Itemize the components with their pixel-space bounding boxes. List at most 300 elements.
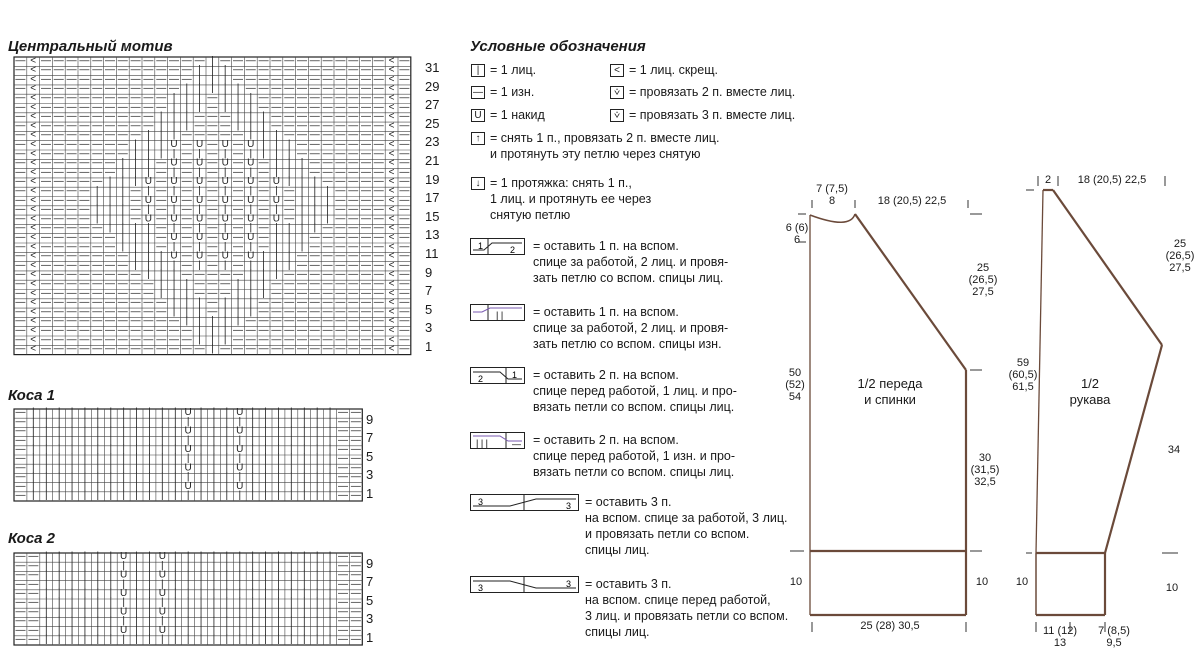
stitch-cell: — <box>66 259 77 271</box>
stitch-cell: | <box>290 634 293 645</box>
stitch-cell: — <box>156 64 167 76</box>
stitch-cell: | <box>225 480 229 492</box>
stitch-cell: — <box>258 157 269 169</box>
stitch-cell: — <box>105 306 115 318</box>
stitch-cell: — <box>15 569 26 581</box>
stitch-cell: — <box>348 306 359 318</box>
stitch-cell: — <box>284 55 295 67</box>
stitch-cell: | <box>198 101 201 113</box>
stitch-cell: | <box>223 325 227 336</box>
stitch-cell: — <box>15 269 26 281</box>
stitch-cell: — <box>15 166 26 178</box>
stitch-cell: | <box>199 434 203 446</box>
stitch-cell: — <box>373 250 384 262</box>
stitch-cell: | <box>44 490 48 501</box>
stitch-cell: — <box>233 269 243 281</box>
stitch-cell: | <box>275 129 278 141</box>
stitch-cell: | <box>122 453 125 465</box>
stitch-cell: — <box>41 287 51 299</box>
stitch-cell: — <box>79 139 90 150</box>
stitch-cell: < <box>388 325 395 336</box>
stitch-cell: — <box>399 325 410 336</box>
stitch-cell: — <box>322 306 333 318</box>
skp-symbol: ↓ <box>471 177 485 190</box>
stitch-cell: | <box>109 569 113 581</box>
stitch-cell: | <box>172 166 176 178</box>
stitch-cell: — <box>361 278 371 290</box>
stitch-cell: — <box>143 64 154 76</box>
stitch-cell: | <box>212 490 216 501</box>
stitch-cell: — <box>181 325 192 336</box>
stitch-cell: | <box>225 624 229 636</box>
stitch-cell: | <box>300 194 304 206</box>
stitch-cell: — <box>309 241 320 253</box>
stitch-cell: | <box>251 471 254 483</box>
stitch-cell: | <box>315 462 319 474</box>
stitch-cell: | <box>147 232 150 243</box>
stitch-cell: — <box>399 306 410 318</box>
stitch-cell: — <box>15 83 26 95</box>
stitch-cell: | <box>57 480 61 492</box>
stitch-cell: — <box>207 194 218 206</box>
stitch-cell: | <box>212 480 216 492</box>
stitch-cell: — <box>322 92 333 104</box>
stitch-cell: — <box>284 185 295 197</box>
stitch-cell: < <box>30 232 37 243</box>
purl-symbol: — <box>473 87 483 98</box>
stitch-cell: — <box>66 64 77 76</box>
stitch-cell: — <box>271 120 282 132</box>
stitch-cell: — <box>350 453 361 465</box>
stitch-cell: | <box>238 416 242 428</box>
stitch-cell: — <box>245 55 256 67</box>
stitch-cell: — <box>130 343 141 355</box>
stitch-cell: — <box>28 578 39 590</box>
stitch-cell: | <box>57 444 61 455</box>
stitch-cell: | <box>57 569 61 581</box>
stitch-cell: | <box>223 306 227 318</box>
stitch-cell: | <box>262 129 265 141</box>
stitch-cell: — <box>181 185 192 197</box>
legend-cable6: = оставить 3 п. на вспом. спице перед работой, 3 лиц. и провязать петли со вспом. спицы лиц. <box>585 577 789 639</box>
stitch-cell: | <box>109 624 113 636</box>
stitch-cell: — <box>297 250 307 262</box>
stitch-cell: | <box>211 315 214 327</box>
stitch-cell: — <box>207 250 218 262</box>
stitch-cell: < <box>388 306 395 318</box>
stitch-cell: | <box>287 250 291 262</box>
stitch-cell: | <box>251 407 254 419</box>
stitch-cell: | <box>96 462 100 474</box>
stitch-cell: | <box>302 416 306 428</box>
stitch-cell: — <box>53 194 64 206</box>
stitch-cell: | <box>236 297 240 309</box>
stitch-cell: | <box>159 287 163 299</box>
stitch-cell: — <box>181 334 192 346</box>
stitch-cell: | <box>148 434 151 446</box>
stitch-cell: | <box>109 615 113 627</box>
stitch-cell: | <box>159 250 163 262</box>
stitch-cell: — <box>66 129 77 141</box>
stitch-cell: | <box>83 434 87 446</box>
stitch-cell: | <box>161 634 164 645</box>
stitch-cell: — <box>258 101 269 113</box>
stitch-cell: | <box>185 111 189 123</box>
stitch-cell: < <box>30 315 37 327</box>
stitch-cell: | <box>121 166 125 178</box>
stitch-cell: | <box>328 634 332 645</box>
stitch-cell: | <box>135 490 138 501</box>
stitch-cell: — <box>297 148 307 160</box>
stitch-cell: | <box>134 250 137 262</box>
stitch-cell: — <box>361 287 371 299</box>
stitch-cell: | <box>287 222 291 234</box>
stitch-cell: | <box>96 471 100 483</box>
stitch-cell: | <box>199 453 203 465</box>
stitch-cell: | <box>290 597 293 609</box>
stitch-cell: | <box>290 444 293 455</box>
stitch-cell: — <box>220 55 231 67</box>
stitch-cell: — <box>361 148 371 160</box>
stitch-cell: — <box>105 232 115 243</box>
stitch-cell: | <box>302 634 306 645</box>
stitch-cell: | <box>172 204 176 216</box>
stitch-cell: | <box>238 597 242 609</box>
stitch-cell: | <box>173 416 177 428</box>
stitch-cell: — <box>271 64 282 76</box>
stitch-cell: — <box>271 343 282 355</box>
stitch-cell: | <box>212 578 216 590</box>
stitch-cell: U <box>247 176 255 188</box>
stitch-cell: | <box>277 416 280 428</box>
stitch-cell: | <box>315 588 319 599</box>
stitch-cell: — <box>373 166 384 178</box>
stitch-cell: | <box>57 416 61 428</box>
stitch-cell: — <box>348 101 359 113</box>
stitch-cell: | <box>315 606 319 618</box>
kosa1-row-number: 5 <box>366 448 374 464</box>
stitch-cell: — <box>361 111 371 123</box>
stitch-cell: — <box>117 64 128 76</box>
stitch-cell: — <box>335 222 346 234</box>
stitch-cell: — <box>284 325 295 336</box>
kosa2-row-number: 1 <box>366 629 374 645</box>
stitch-cell: — <box>297 306 307 318</box>
stitch-cell: | <box>44 551 48 563</box>
stitch-cell: | <box>147 250 150 262</box>
stitch-cell: — <box>335 306 346 318</box>
stitch-cell: — <box>335 250 346 262</box>
stitch-cell: | <box>148 578 151 590</box>
stitch-cell: | <box>264 425 267 437</box>
stitch-cell: — <box>297 259 307 271</box>
stitch-cell: | <box>159 111 163 123</box>
stitch-cell: | <box>211 83 214 95</box>
stitch-cell: | <box>96 597 100 609</box>
stitch-cell: U <box>247 157 255 169</box>
stitch-cell: | <box>173 462 177 474</box>
stitch-cell: — <box>79 120 90 132</box>
stitch-cell: — <box>348 222 359 234</box>
stitch-cell: — <box>130 278 141 290</box>
stitch-cell: — <box>66 297 77 309</box>
stitch-cell: | <box>96 551 100 563</box>
stitch-cell: | <box>251 569 254 581</box>
stitch-cell: | <box>161 462 164 474</box>
stitch-cell: | <box>315 416 319 428</box>
stitch-cell: | <box>264 569 267 581</box>
stitch-cell: | <box>212 434 216 446</box>
stitch-cell: | <box>249 287 253 299</box>
stitch-cell: — <box>373 139 384 150</box>
stitch-cell: | <box>199 588 203 599</box>
body-shoulder-width: 18 (20,5) 22,5 <box>877 195 947 207</box>
stitch-cell: | <box>199 560 203 572</box>
stitch-cell: — <box>92 139 103 150</box>
stitch-cell: U <box>158 624 166 636</box>
stitch-cell: | <box>147 259 150 271</box>
stitch-cell: < <box>30 73 37 85</box>
stitch-cell: — <box>361 92 371 104</box>
stitch-cell: — <box>181 129 192 141</box>
stitch-cell: — <box>41 315 51 327</box>
stitch-cell: — <box>53 269 64 281</box>
stitch-cell: | <box>186 578 190 590</box>
stitch-cell: — <box>335 139 346 150</box>
stitch-cell: — <box>143 278 154 290</box>
stitch-cell: — <box>15 624 26 636</box>
stitch-cell: — <box>117 73 128 85</box>
stitch-cell: | <box>172 287 176 299</box>
stitch-cell: — <box>105 64 115 76</box>
stitch-cell: — <box>92 241 103 253</box>
stitch-cell: | <box>57 597 61 609</box>
stitch-cell: — <box>337 560 348 572</box>
stitch-cell: — <box>143 83 154 95</box>
stitch-cell: | <box>328 416 332 428</box>
stitch-cell: — <box>335 194 346 206</box>
stitch-cell: — <box>361 55 371 67</box>
stitch-cell: | <box>109 560 113 572</box>
stitch-cell: — <box>92 166 103 178</box>
stitch-cell: — <box>15 204 26 216</box>
stitch-cell: | <box>122 471 125 483</box>
stitch-cell: — <box>130 120 141 132</box>
stitch-cell: | <box>32 462 35 474</box>
stitch-cell: — <box>143 92 154 104</box>
stitch-cell: | <box>95 213 99 225</box>
stitch-cell: — <box>373 73 384 85</box>
stitch-cell: — <box>15 578 26 590</box>
stitch-cell: — <box>309 64 320 76</box>
stitch-cell: — <box>105 334 115 346</box>
stitch-cell: — <box>284 334 295 346</box>
stitch-cell: — <box>117 259 128 271</box>
stitch-cell: | <box>251 606 254 618</box>
stitch-cell: | <box>135 624 138 636</box>
stitch-cell: | <box>147 139 150 150</box>
stitch-cell: — <box>130 287 141 299</box>
stitch-cell: — <box>207 241 218 253</box>
stitch-cell: — <box>284 64 295 76</box>
stitch-cell: | <box>225 471 229 483</box>
stitch-cell: | <box>108 176 112 188</box>
stitch-cell: | <box>173 606 177 618</box>
stitch-cell: — <box>66 185 77 197</box>
stitch-cell: — <box>15 73 26 85</box>
stitch-cell: | <box>172 129 176 141</box>
stitch-cell: — <box>373 185 384 197</box>
stitch-cell: — <box>271 73 282 85</box>
stitch-cell: U <box>221 213 229 225</box>
stitch-cell: | <box>300 185 304 197</box>
stitch-cell: | <box>238 588 242 599</box>
stitch-cell: | <box>135 578 138 590</box>
stitch-cell: — <box>92 222 103 234</box>
stitch-cell: | <box>32 471 35 483</box>
stitch-cell: | <box>70 634 74 645</box>
stitch-cell: | <box>161 615 164 627</box>
stitch-cell: | <box>212 597 216 609</box>
stitch-cell: — <box>105 157 115 169</box>
stitch-cell: — <box>399 287 410 299</box>
stitch-cell: — <box>258 92 269 104</box>
stitch-cell: — <box>361 232 371 243</box>
stitch-cell: — <box>53 250 64 262</box>
sleeve-pattern-label: 1/2 рукава <box>1069 376 1111 407</box>
stitch-cell: — <box>53 325 64 336</box>
stitch-cell: — <box>130 297 141 309</box>
stitch-cell: | <box>108 222 112 234</box>
stitch-cell: — <box>156 73 167 85</box>
stitch-cell: — <box>156 83 167 95</box>
stitch-cell: — <box>143 120 154 132</box>
stitch-cell: | <box>302 425 306 437</box>
stitch-cell: | <box>57 434 61 446</box>
stitch-cell: | <box>185 315 189 327</box>
stitch-cell: | <box>315 560 319 572</box>
central-row-number: 27 <box>425 97 440 113</box>
stitch-cell: — <box>143 55 154 67</box>
stitch-cell: — <box>258 185 269 197</box>
stitch-cell: — <box>15 92 26 104</box>
stitch-cell: — <box>92 129 103 141</box>
stitch-cell: | <box>121 241 125 253</box>
central-row-number: 5 <box>425 301 433 317</box>
central-row-number: 7 <box>425 283 433 299</box>
stitch-cell: — <box>105 250 115 262</box>
stitch-cell: — <box>41 101 51 113</box>
stitch-cell: | <box>287 241 291 253</box>
stitch-cell: — <box>335 269 346 281</box>
stitch-cell: | <box>249 278 253 290</box>
stitch-cell: | <box>135 444 138 455</box>
stitch-cell: U <box>158 588 166 599</box>
stitch-cell: — <box>373 92 384 104</box>
stitch-cell: | <box>70 588 74 599</box>
stitch-cell: — <box>207 213 218 225</box>
stitch-cell: — <box>92 250 103 262</box>
stitch-cell: — <box>53 259 64 271</box>
sleeve-lower-height: 34 <box>1167 444 1181 456</box>
stitch-cell: | <box>57 471 61 483</box>
stitch-cell: — <box>79 73 90 85</box>
stitch-cell: | <box>236 83 240 95</box>
stitch-cell: | <box>161 425 164 437</box>
stitch-cell: | <box>44 615 48 627</box>
stitch-cell: | <box>122 462 125 474</box>
stitch-cell: — <box>399 73 410 85</box>
stitch-cell: — <box>258 232 269 243</box>
stitch-cell: | <box>251 551 254 563</box>
stitch-cell: | <box>249 306 253 318</box>
stitch-cell: — <box>130 306 141 318</box>
kosa2-row-number: 9 <box>366 556 374 571</box>
stitch-cell: | <box>148 425 151 437</box>
stitch-cell: U <box>272 194 281 206</box>
stitch-cell: — <box>105 166 115 178</box>
stitch-cell: | <box>212 425 216 437</box>
stitch-cell: | <box>70 578 74 590</box>
stitch-cell: | <box>148 634 151 645</box>
stitch-cell: | <box>70 597 74 609</box>
stitch-cell: | <box>198 241 201 253</box>
stitch-cell: < <box>388 241 395 253</box>
stitch-cell: | <box>264 606 267 618</box>
stitch-cell: | <box>198 306 201 318</box>
stitch-cell: | <box>161 453 164 465</box>
stitch-cell: | <box>302 462 306 474</box>
stitch-cell: | <box>264 462 267 474</box>
stitch-cell: — <box>233 166 243 178</box>
stitch-cell: — <box>220 111 231 123</box>
stitch-cell: — <box>207 148 218 160</box>
stitch-cell: — <box>399 315 410 327</box>
stitch-cell: — <box>207 297 218 309</box>
central-row-number: 11 <box>425 246 439 261</box>
stitch-cell: — <box>245 325 256 336</box>
stitch-cell: U <box>247 139 255 150</box>
stitch-cell: — <box>373 213 384 225</box>
stitch-cell: | <box>290 453 293 465</box>
stitch-cell: < <box>388 222 395 234</box>
stitch-cell: — <box>322 232 333 243</box>
stitch-cell: — <box>348 269 359 281</box>
stitch-cell: — <box>117 129 128 141</box>
stitch-cell: — <box>309 73 320 85</box>
stitch-cell: | <box>173 624 177 636</box>
stitch-cell: | <box>212 407 216 419</box>
stitch-cell: — <box>284 297 295 309</box>
svg-text:—: — <box>512 439 521 449</box>
stitch-cell: | <box>70 434 74 446</box>
stitch-cell: | <box>32 490 35 501</box>
stitch-cell: — <box>79 148 90 160</box>
stitch-cell: | <box>70 471 74 483</box>
stitch-cell: | <box>290 551 293 563</box>
stitch-cell: — <box>92 148 103 160</box>
stitch-cell: — <box>348 139 359 150</box>
stitch-cell: | <box>262 278 265 290</box>
stitch-cell: < <box>388 194 395 206</box>
stitch-cell: | <box>57 624 61 636</box>
stitch-cell: | <box>70 425 74 437</box>
stitch-cell: — <box>337 597 348 609</box>
stitch-cell: | <box>199 569 203 581</box>
stitch-cell: — <box>41 241 51 253</box>
stitch-cell: | <box>264 624 267 636</box>
stitch-cell: | <box>262 120 265 132</box>
